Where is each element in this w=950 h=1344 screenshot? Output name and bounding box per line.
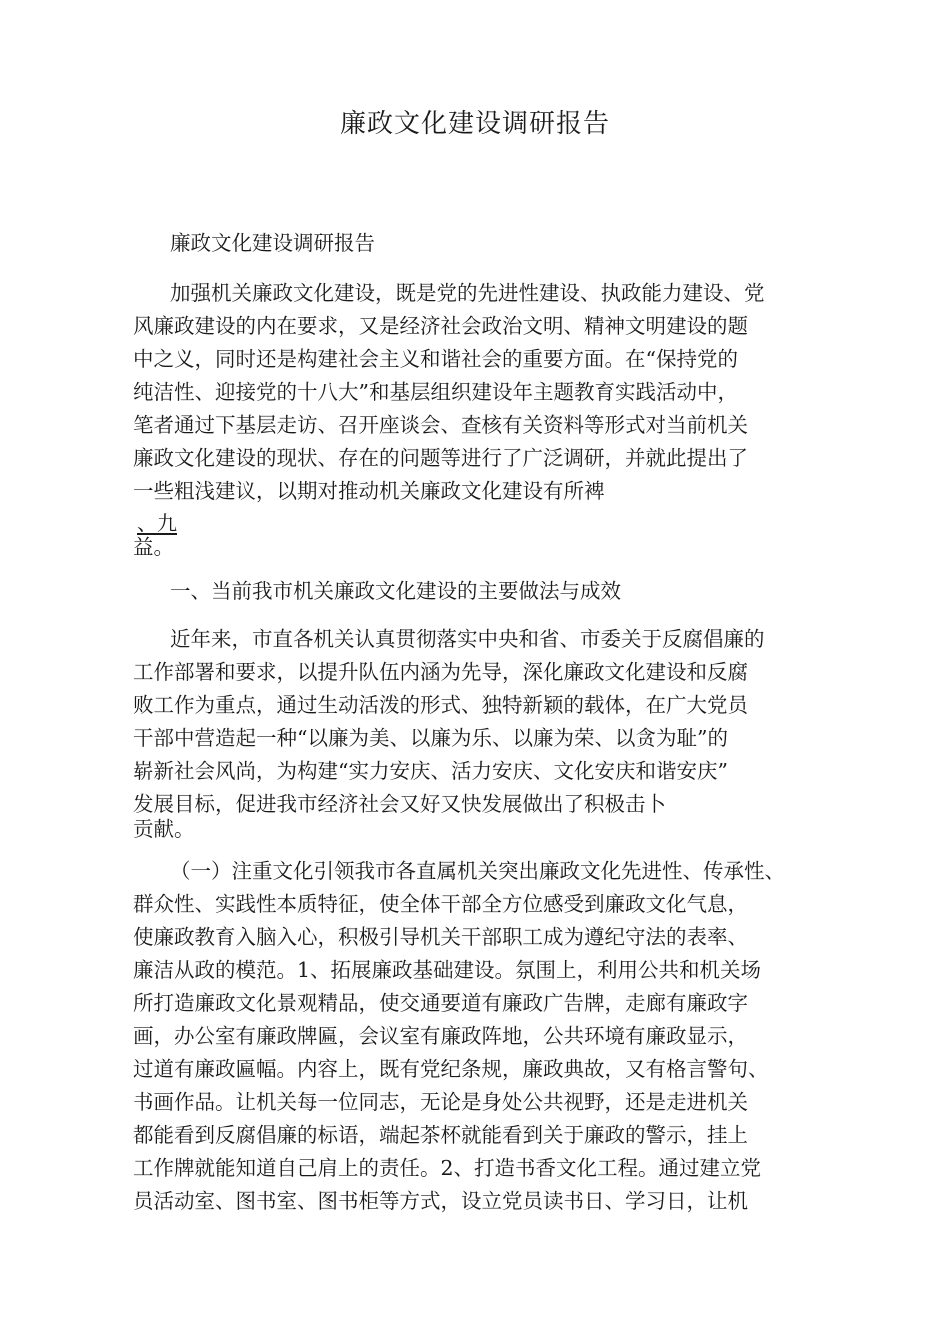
intro-ocr-artifact: 、九 — [137, 511, 177, 535]
document-title: 廉政文化建设调研报告 — [339, 109, 610, 139]
subsection1-line-9: 都能看到反腐倡廉的标语，端起茶杯就能看到关于廉政的警示，挂上 — [133, 1123, 748, 1147]
intro-line-3: 中之义，同时还是构建社会主义和谐社会的重要方面。在“保持党的 — [133, 347, 738, 371]
subsection1-line-3: 使廉政教育入脑入心，积极引导机关干部职工成为遵纪守法的表率、 — [133, 925, 748, 949]
intro-line-end: 益。 — [133, 535, 174, 559]
subsection1-line-2: 群众性、实践性本质特征，使全体干部全方位感受到廉政文化气息， — [133, 892, 748, 916]
section1-line-1: 近年来，市直各机关认真贯彻落实中央和省、市委关于反腐倡廉的 — [170, 627, 765, 651]
section1-line-6: 发展目标，促进我市经济社会又好又快发展做出了积极击卜 — [133, 792, 666, 816]
intro-line-2: 风廉政建设的内在要求，又是经济社会政治文明、精神文明建设的题 — [133, 314, 748, 338]
section1-line-3: 败工作为重点，通过生动活泼的形式、独特新颖的载体，在广大党员 — [133, 693, 748, 717]
subsection1-line-6: 画，办公室有廉政牌匾，会议室有廉政阵地，公共环境有廉政显示， — [133, 1024, 748, 1048]
intro-line-5: 笔者通过下基层走访、召开座谈会、查核有关资料等形式对当前机关 — [133, 413, 748, 437]
subsection1-line-5: 所打造廉政文化景观精品，使交通要道有廉政广告牌，走廊有廉政字 — [133, 991, 748, 1015]
subsection1-line-1: （一）注重文化引领我市各直属机关突出廉政文化先进性、传承性、 — [170, 859, 785, 883]
section1-line-5: 崭新社会风尚，为构建“实力安庆、活力安庆、文化安庆和谐安庆” — [133, 759, 728, 783]
section1-line-4: 干部中营造起一种“以廉为美、以廉为乐、以廉为荣、以贪为耻”的 — [133, 726, 728, 750]
subsection1-line-8: 书画作品。让机关每一位同志，无论是身处公共视野，还是走进机关 — [133, 1090, 748, 1114]
section-1-heading: 一、当前我市机关廉政文化建设的主要做法与成效 — [170, 579, 621, 603]
section1-line-7: 贡献。 — [133, 817, 195, 841]
subsection1-line-10: 工作牌就能知道自己肩上的责任。2、打造书香文化工程。通过建立党 — [133, 1156, 762, 1180]
intro-line-6: 廉政文化建设的现状、存在的问题等进行了广泛调研，并就此提出了 — [133, 446, 748, 470]
document-subtitle: 廉政文化建设调研报告 — [170, 231, 375, 255]
intro-line-1: 加强机关廉政文化建设，既是党的先进性建设、执政能力建设、党 — [170, 281, 765, 305]
intro-line-4: 纯洁性、迎接党的十八大”和基层组织建设年主题教育实践活动中， — [133, 380, 738, 404]
subsection1-line-11: 员活动室、图书室、图书柜等方式，设立党员读书日、学习日，让机 — [133, 1189, 748, 1213]
section1-line-2: 工作部署和要求，以提升队伍内涵为先导，深化廉政文化建设和反腐 — [133, 660, 748, 684]
subsection1-line-4: 廉洁从政的模范。1、拓展廉政基础建设。氛围上，利用公共和机关场 — [133, 958, 762, 982]
subsection1-line-7: 过道有廉政匾幅。内容上，既有党纪条规，廉政典故，又有格言警句、 — [133, 1057, 769, 1081]
intro-line-7: 一些粗浅建议，以期对推动机关廉政文化建设有所裨 — [133, 479, 605, 503]
